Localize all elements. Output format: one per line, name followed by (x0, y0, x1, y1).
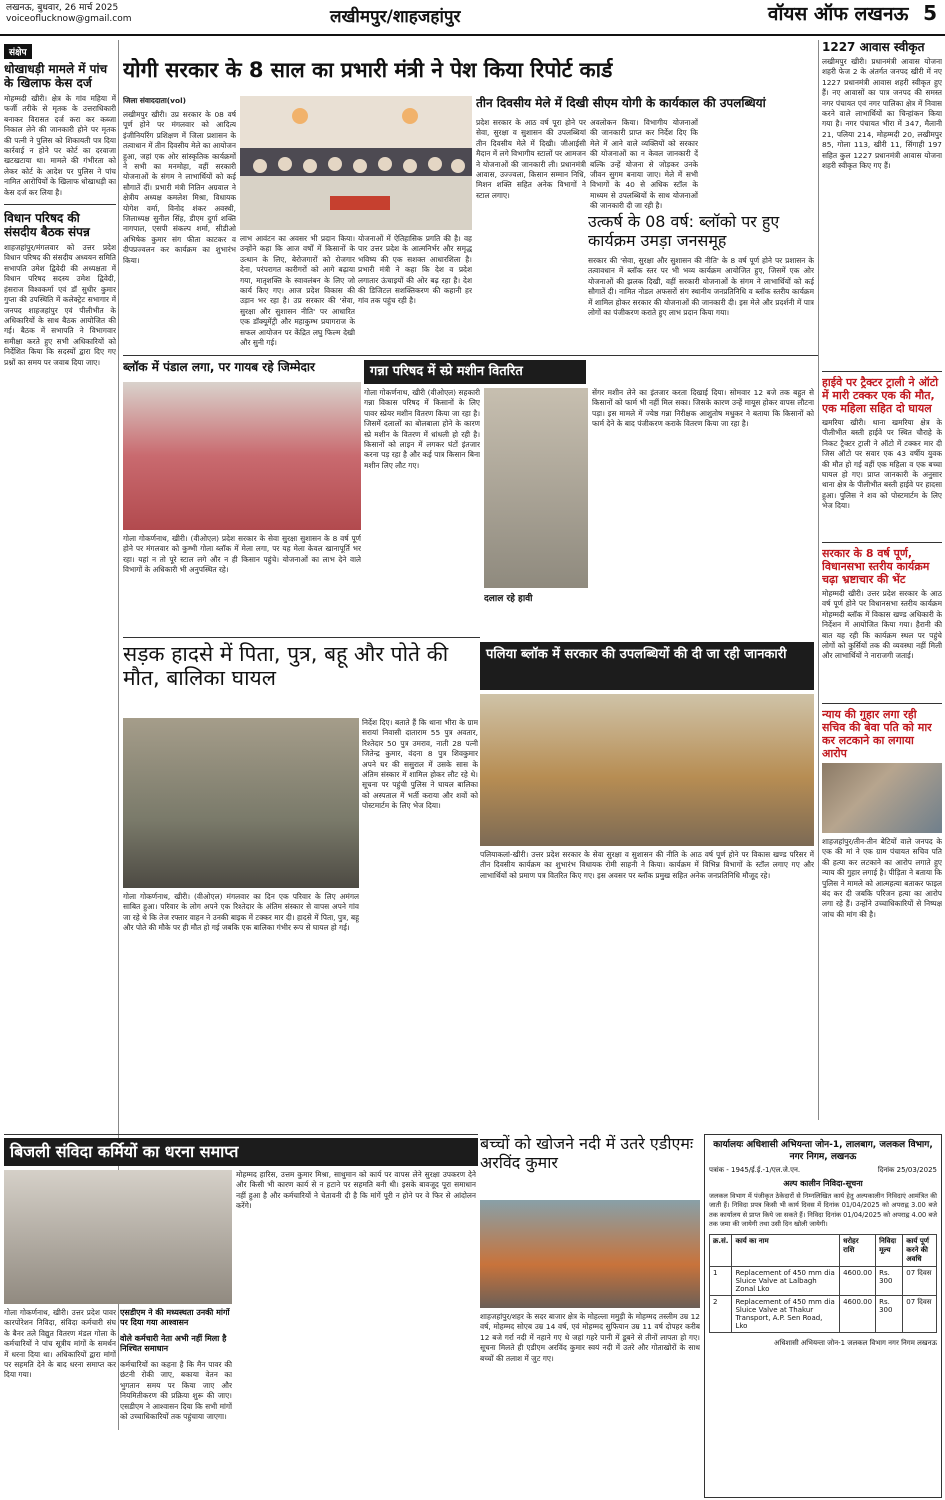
table-row (710, 1266, 937, 1295)
ganna-caption: दलाल रहे हावी (484, 594, 533, 604)
lead-subhead: तीन दिवसीय मेले में दिखी सीएम योगी के कार्यकाल की उपलब्धियां (476, 96, 766, 110)
table-cell: Rs. 300 (876, 1266, 903, 1295)
right-column (822, 40, 942, 1120)
divider (4, 1134, 478, 1135)
tender-col-duration: कार्य पूर्ण करने की अवधि (903, 1234, 937, 1266)
lead-headline: योगी सरकार के 8 साल का प्रभारी मंत्री ने पेश किया रिपोर्ट कार्ड (123, 58, 613, 82)
tender-col-fee: निविदा मूल्य (876, 1234, 903, 1266)
divider (822, 542, 942, 543)
right-story1-headline: 1227 आवास स्वीकृत (822, 40, 925, 54)
left-story2-text: शाहजहांपुर/मंगलवार को उत्तर प्रदेश विधान परिषद की संसदीय अध्ययन समिति सभापति उमेश द्विवेदी की अध्यक्षता में विधान परिषद सदस्य उमेश द्विवेदी, हंसराज विश्वकर्मा एवं डॉ सुधीर कुमार गुप्ता की उपस्थिति में कलेक्ट्रेट सभागार में जनपद शाहजहांपुर एवं पीलीभीत के अधिकारियों के साथ बैठक आयोजित की गई। बैठक में सभापति ने विभागवार समीक्षा करते हुए सभी अधिकारियों को निर्देशित किया कि सदस्यों द्वारा दिए गए प्रश्नों का समय पर जवाब दिया जाए। (4, 243, 116, 367)
block-text: सरकार की 'सेवा, सुरक्षा और सुशासन की नीति' के 8 वर्ष पूर्ण होने पर प्रशासन के तत्वावधान में ब्लॉक स्तर पर भी भव्य कार्यक्रम आयोजित हुए, जिसमें एक ओर योजनाओं की झलक दिखी, वहीं सरकारी योजनाओं के संगम ने लाभार्थियों को कई सौगातें दी। नामित नोडल अफसरों संग स्थानीय जनप्रतिनिधि व ब्लॉक स्तरीय कार्यक्रम में शामिल होकर सरकार की योजनाओं की जानकारी दी। इस मेले और प्रदर्शनी में पात्र लोगों का पंजीकरण कराते हुए लाभ प्रदान किया गया। (588, 256, 814, 318)
bijli-bullet-2: वोले कर्मचारी नेता अभी नहीं मिला है निश्चित समाधान (120, 1334, 227, 1353)
pandal-photo (123, 382, 361, 530)
pandal-headline: ब्लॉक में पंडाल लगा, पर गायब रहे जिम्मेदार (123, 360, 315, 374)
left-story1-text: मोहम्मदी खीरी। क्षेत्र के गांव महिया में फर्जी तरीके से मृतक के उत्तराधिकारी बनाकर विरासत दर्ज करा कर कब्जा निकाल लेने की जानकारी होने पर मृतक की पत्नी ने पुलिस को शिकायती पत्र दिया कार्रवाई न होने पर कोर्ट का दरवाजा खटखटाया था। मामले की गंभीरता को लेकर कोर्ट के आदेश पर पुलिस ने पांच नामित आरोपियों के खिलाफ धोखाधड़ी का केस दर्ज कर लिया है। (4, 94, 116, 197)
bijli-text: गोला गोकर्णनाथ, खीरी। उत्तर प्रदेश पावर कारपोरेशन निविदा, संविदा कर्मचारी संघ के बैनर तले विद्युत वितरण मंडल गोला के कर्मचारियों ने पांच सूत्रीय मांगों के समर्थन में धरना दिया था। अधिकारियों द्वारा मांगों पर सहमति देने के बाद धरना समाप्त कर दिया गया। (4, 1308, 116, 1380)
bijli-headline: बिजली संविदा कर्मियों का धरना समाप्त (10, 1142, 239, 1161)
pandal-text: गोला गोकर्णनाथ, खीरी। (वीओएल) प्रदेश सरकार के सेवा सुरक्षा सुशासन के 8 वर्ष पूर्ण होने पर मंगलवार को कुम्भी गोला ब्लॉक में मेला लगा, पर यह मेला केवल खानापूर्ति भर रहा। यहां न तो पूरे स्टाल लगे और न ही किसान पहुंचे। योजनाओं का लाभ देने वाले विभागों के अधिकारी भी अनुपस्थित रहे। (123, 534, 361, 575)
ganna-photo (484, 388, 588, 588)
children-text: शाहजहांपुर/शहर के सदर बाजार क्षेत्र के मोहल्ला ममुड़ी के मोहम्मद तस्लीम उम्र 12 वर्ष, मोहम्मद सोएब उम्र 14 वर्ष, एवं मोहम्मद सुफियान उम्र 11 वर्ष दोपहर करीब 12 बजे गर्रा नदी में नहाने गए थे जहां गहरे पानी में डूबने से तीनों लापता हो गए। सूचना मिलते ही एडीएम अरविंद कुमार स्वयं नदी में उतरे और गोताखोरों के साथ बच्चों की तलाश में जुट गए। (480, 1312, 700, 1363)
table-cell: Replacement of 450 mm dia Sluice Valve at Lalbagh Zonal Lko (732, 1266, 840, 1295)
palia-photo (480, 694, 814, 846)
tender-table-header (710, 1234, 937, 1266)
tender-col-sno: क्र.सं. (710, 1234, 732, 1266)
divider (4, 204, 116, 205)
table-cell: 4600.00 (840, 1295, 876, 1332)
table-cell: 07 दिवस (903, 1295, 937, 1332)
tender-notice (704, 1134, 942, 1498)
paper-title-block (768, 0, 937, 26)
palia-headline-banner (480, 642, 814, 690)
bijli-text-c: मोहम्मद हारिस, उत्तम कुमार मिश्रा, साथुमान को कार्य पर वापस लेने सुरक्षा उपकरण देने और किसी भी कारण कार्य से न हटाने पर सहमति बनी थी। इसके बावजूद पूरा समाधान नहीं हुआ है और कर्मचारियों ने चेतावनी दी है कि मांगें पूरी न होने पर वे फिर से आंदोलन करेंगे। (236, 1170, 476, 1211)
children-photo (480, 1200, 700, 1308)
divider (123, 355, 818, 356)
table-row (710, 1295, 937, 1332)
lead-text-b: लाभ आवंटन का अवसर भी प्रदान किया। उन्होंने कहा कि आज वर्षों में किसानों के उत्थान के लिए, बेरोजगारों को रोजगार देना, परंपरागत कारीगरों को आगे बढ़ाया गया, मातृशक्ति के स्वावलंबन के लिए जो कार्य किए गए। आज प्रदेश विकास की उड़ान भर रहा है। उप्र सरकार की 'सेवा, सुरक्षा और सुशासन नीति' पर आधारित एक डॉक्यूमेंट्री और महाकुम्भ प्रयागराज के सफल आयोजन पर केंद्रित लघु फिल्म देखी और सुनी गई। (240, 234, 355, 348)
right-story2-text: खमरिया खीरी। थाना खमरिया क्षेत्र के पीलीभीत बस्ती हाईवे पर स्थित चौराहे के निकट ट्रैक्टर ट्राली ने ऑटो में टक्कर मार दी जिस ऑटो पर सवार एक 43 वर्षीय युवक की मौत हो गई वहीं एक महिला व एक बच्चा घायल हो गए। प्राप्त जानकारी के अनुसार थाना क्षेत्र के पीलीभीत बस्ती हाईवे पर हादसा हुआ। पुलिस ने शव को पोस्टमार्टम के लिए भेज दिया। (822, 418, 942, 511)
children-headline: बच्चों को खोजने नदी में उतरे एडीएमः अरविंद कुमार (480, 1134, 694, 1172)
tender-date: दिनांक 25/03/2025 (877, 1166, 937, 1174)
tender-office: कार्यालयः अधिशासी अभियन्ता जोन-1, लालबाग, जलकल विभाग, नगर निगम, लखनऊ (713, 1140, 933, 1162)
table-cell: Replacement of 450 mm dia Sluice Valve at Thakur Transport, A.P. Sen Road, Lko (732, 1295, 840, 1332)
page-number: 5 (923, 1, 937, 25)
table-cell: 2 (710, 1295, 732, 1332)
palia-headline: पलिया ब्लॉक में सरकार की उपलब्धियों की दी जा रही जानकारी (486, 647, 787, 662)
lead-text-e: अवलोकन किया। विभागीय योजनाओं की जानकारी प्राप्त कर निर्देश दिए कि मेले में आने वाले व्यक्तियों को सरकार की योजनाओं का न केवल जानकारी दें बल्कि उन्हें योजना से जोड़कर उनके जीवन सुगम बनाया जाए। मेले में सभी विभागों के 40 से अधिक स्टॉल के माध्यम से उपलब्धियों के साथ योजनाओं की जानकारी दी जा रही है। (590, 118, 698, 210)
column-divider (818, 40, 819, 1120)
tender-title: अल्प कालीन निविदा-सूचना (783, 1179, 863, 1188)
lead-photo-art (240, 96, 472, 230)
lead-byline: जिला संवाददाता(vol) (123, 96, 186, 105)
block-headline: उत्कर्ष के 08 वर्ष: ब्लॉको पर हुए कार्यक्रम उमड़ा जनसमूह (588, 212, 780, 250)
lead-subhead-wrap (476, 96, 814, 116)
tender-ref: पत्रांक - 1945/ई.ई.-1/एल.जे.एन. (709, 1166, 801, 1174)
bijli-bullet-1: एसडीएम ने की मध्यस्थता उनकी मांगों पर दिया गया आश्वासन (120, 1308, 230, 1327)
bijli-text-b: कर्मचारियों का कहना है कि मैन पावर की छंटनी रोकी जाए, बकाया वेतन का भुगतान समय पर किया जाए और नियमितीकरण की प्रक्रिया शुरू की जाए। एसडीएम ने आश्वासन दिया कि सभी मांगों को उच्चाधिकारियों तक पहुंचाया जाएगा। (120, 1360, 232, 1422)
accident-headline-wrap (123, 642, 478, 714)
left-story2-headline: विधान परिषद की संसदीय बैठक संपन्न (4, 211, 90, 240)
pandal-headline-wrap (123, 360, 361, 378)
divider (822, 371, 942, 372)
brief-tag: संक्षेप (4, 44, 32, 59)
accident-headline: सड़क हादसे में पिता, पुत्र, बहू और पोते की मौत, बालिका घायल (123, 642, 449, 690)
paper-name: वॉयस ऑफ लखनऊ (767, 3, 909, 25)
email: voiceoflucknow@gmail.com (6, 14, 132, 24)
right-story3-text: मोहम्मदी खीरी। उत्तर प्रदेश सरकार के आठ वर्ष पूर्ण होने पर विधानसभा स्तरीय कार्यक्रम मोहम्मदी ब्लॉक में विकास खण्ड अधिकारी के निर्देशन में आयोजित किया गया। हैरानी की बात यह रही कि कार्यक्रम स्थल पर पहुंचे लोगों को कुर्सियों तक की व्यवस्था नहीं मिली और लाभार्थियों ने नाराजगी जताई। (822, 589, 942, 661)
tender-body: जलकल विभाग में पंजीकृत ठेकेदारों से निम्नलिखित कार्य हेतु अल्पकालीन निविदाएं आमंत्रित की जाती हैं। निविदा प्रपत्र किसी भी कार्य दिवस में दिनांक 01/04/2025 को अपराह्न 3.00 बजे तक कार्यालय से प्राप्त किये जा सकते हैं। निविदा दिनांक 01/04/2025 को अपराह्न 4.00 बजे तक जमा की जायेगी तथा उसी दिन खोली जायेगी। (709, 1192, 937, 1229)
bijli-headline-banner (4, 1138, 478, 1166)
lead-photo (240, 96, 472, 230)
ganna-text-b: सेंगर मशीन लेने का इंतजार करता दिखाई दिया। सोमवार 12 बजे तक बहुत से किसानों को फार्म भी नहीं मिल सका। जिसके कारण उन्हें मायूस होकर वापस लौटना पड़ा। इस मामले में ज्येष्ठ गन्ना निरीक्षक आशुतोष मधुकर ने बताया कि किसानों को फार्म देने के बाद पंजीकरण कराके वितरण किया जा रहा है। (592, 388, 814, 429)
masthead-left (6, 3, 132, 25)
ganna-text: गोला गोकर्णनाथ, खीरी (वीओएल) सहकारी गन्ना विकास परिषद में किसानों के लिए पावर स्प्रेयर मशीन वितरण किया जा रहा है। जिसमें दलालों का बोलबाला होने के कारण स्प्रे मशीन के वितरण में धांधली हो रही है। किसानों को लाइन में लगकर घंटों इंतजार करना पड़ रहा है और कई पात्र किसान बिना मशीन लिए लौट गए। (364, 388, 480, 470)
right-story1-text: लखीमपुर खीरी। प्रधानमंत्री आवास योजना शहरी फेज 2 के अंतर्गत जनपद खीरी में नए 1227 प्रधानमंत्री आवास शहरी स्वीकृत हुए हैं। नए आवासों का पात्र जनपद की समस्त नगर पंचायत एवं नगर पालिका क्षेत्र में निवास करने वाले लाभार्थियों का चिन्हांकन किया गया है। नगर पंचायत भीरा में 347, मैलानी 21, पलिया 214, मोहम्मदी 20, लखीमपुर 85, गोला 113, खीरी 11, सिंगाही 197 सहित कुल 1227 प्रधानमंत्री आवास योजना शहरी स्वीकृत किए गए हैं। (822, 57, 942, 171)
palia-text: पलियाकलां-खीरी। उत्तर प्रदेश सरकार के सेवा सुरक्षा व सुशासन की नीति के आठ वर्ष पूर्ण होने पर विकास खण्ड परिसर में तीन दिवसीय कार्यक्रम का शुभारंभ विधायक रोमी साहनी ने किया। कार्यक्रम में विभिन्न विभागों के स्टॉल लगाए गए और लाभार्थियों को प्रमाण पत्र वितरित किए गए। इस अवसर पर ब्लॉक प्रमुख सहित अनेक जनप्रतिनिधि मौजूद रहे। (480, 850, 814, 880)
lead-headline-wrap (123, 58, 813, 94)
table-cell: 07 दिवस (903, 1266, 937, 1295)
section-name: लखीमपुर/शाहजहांपुर (330, 7, 461, 27)
ganna-headline: गन्ना परिषद में स्प्रे मशीन वितरित (370, 364, 523, 379)
ganna-caption-wrap (484, 592, 588, 604)
table-cell: 1 (710, 1266, 732, 1295)
lead-text-a: लखीमपुर खीरी। उप्र सरकार के 08 वर्ष पूर्ण होने पर मंगलवार को आदित्य इंजीनियरिंग प्रशिक्षण में जिला प्रशासन के तत्वाधान में तीन दिवसीय मेले का आयोजन हुआ, जहां एक ओर सांस्कृतिक कार्यक्रमों ने सभी का मनमोहा, वहीं सरकारी योजनाओं के संगम ने लाभार्थियों को कई सौगातें दीं। प्रभारी मंत्री नितिन अग्रवाल ने क्षेत्रीय अध्यक्ष कमलेश मिश्रा, विधायक योगेश वर्मा, विनोद शंकर अवस्थी, जिलाध्यक्ष सुनील सिंह, डीएम दुर्गा शक्ति नागपाल, एसपी संकल्प शर्मा, सीडीओ अभिषेक कुमार संग फीता काटकर व दीपप्रज्वलन कर कार्यक्रम का शुभारंभ किया। (123, 110, 236, 265)
tender-col-deposit: धरोहर राशि (840, 1234, 876, 1266)
lead-text-d: प्रदेश सरकार के आठ वर्ष पूरा होने पर सेवा, सुरक्षा व सुशासन की उपलब्धियां तीन दिवसीय मेले में दिखी। जीआईसी मैदान में लगे विभागीय स्टालों पर आमजन ने योजनाओं की जानकारी ली। प्रधानमंत्री आवास, उज्ज्वला, किसान सम्मान निधि, मिशन शक्ति सहित अनेक विभागों ने स्टाल लगाए। (476, 118, 586, 200)
children-headline-wrap (480, 1134, 700, 1198)
masthead (0, 0, 945, 36)
divider (822, 703, 942, 704)
tender-signature: अधिशासी अभियन्ता जोन-1 जलकल विभाग नगर निगम लखनऊ (774, 1338, 937, 1347)
right-story4-headline: न्याय की गुहार लगा रही सचिव की बेवा पति को मार कर लटकाने का लगाया आरोप (822, 708, 932, 760)
dateline: लखनऊ, बुधवार, 26 मार्च 2025 (6, 3, 119, 13)
right-story3-headline: सरकार के 8 वर्ष पूर्ण, विधानसभा स्तरीय कार्यक्रम चढ़ा भ्रष्टाचार की भेंट (822, 547, 930, 586)
accident-photo (123, 718, 359, 888)
tender-col-work: कार्य का नाम (732, 1234, 840, 1266)
lead-text-c: योजनाओं में ऐतिहासिक प्रगति की है। वह पार उत्तर प्रदेश के आत्मनिर्भर और समृद्ध भविष्य की एक सशक्त आधारशिला है। प्रभारी मंत्री ने कहा कि देश व प्रदेश लगातार ऊंचाइयों की ओर बढ़ रहा है। देश की डिजिटल सशक्तिकरण की कहानी हर गांव तक पहुंच रही है। (358, 234, 472, 306)
right-story4-text: शाहजहांपुर/तीन-तीन बेटियों वाले जनपद के एक की मां ने एक ग्राम पंचायत सचिव पति की हत्या कर लटकाने का आरोप लगाते हुए न्याय की गुहार लगाई है। पीड़िता ने बताया कि पुलिस ने मामले को आत्महत्या बताकर फाइल बंद कर दी जबकि परिजन हत्या का आरोप लगा रहे हैं। उन्होंने उच्चाधिकारियों से निष्पक्ष जांच की मांग की है। (822, 837, 942, 919)
accident-text-b: निर्देश दिए। बताते हैं कि थाना भीरा के ग्राम सरायां निवासी दाताराम 55 पुत्र अवतार, रिश्तेदार 50 पुत्र उमराव, नाती 28 पत्नी जितेन्द्र कुमार, वंदना 8 पुत्र शिवकुमार अपने घर की ससुराल में उसके सास के अंतिम संस्कार में शामिल होकर लौट रहे थे। सूचना पर पहुंची पुलिस ने घायल बालिका को अस्पताल में भर्ती कराया और शवों को पोस्टमार्टम के लिए भेज दिया। (362, 718, 478, 811)
right-story2-headline: हाईवे पर ट्रैक्टर ट्राली ने ऑटो में मारी टक्कर एक की मौत, एक महिला सहित दो घायल (822, 376, 939, 415)
left-story1-headline: धोखाधड़ी मामले में पांच के खिलाफ केस दर्ज (4, 62, 108, 90)
table-cell: Rs. 300 (876, 1295, 903, 1332)
bijli-photo (4, 1170, 232, 1304)
divider (123, 637, 480, 638)
widow-photo (822, 763, 942, 833)
tender-table (709, 1234, 937, 1333)
table-cell: 4600.00 (840, 1266, 876, 1295)
accident-text: गोला गोकर्णनाथ, खीरी। (वीओएल) मंगलवार का दिन एक परिवार के लिए अमंगल साबित हुआ। परिवार के लोग अपने एक रिश्तेदार के अंतिम संस्कार से वापस अपने गांव जा रहे थे कि तेज रफ्तार वाहन ने उनकी बाइक में टक्कर मार दी। हादसे में पिता, पुत्र, बहू और पोते की मौके पर ही मौत हो गई जबकि एक बालिका गंभीर रूप से घायल हो गई। (123, 892, 359, 933)
bijli-bullets (120, 1308, 232, 1498)
ganna-headline-banner (364, 360, 586, 384)
tender-meta (709, 1166, 937, 1175)
block-headline-wrap (588, 212, 814, 252)
